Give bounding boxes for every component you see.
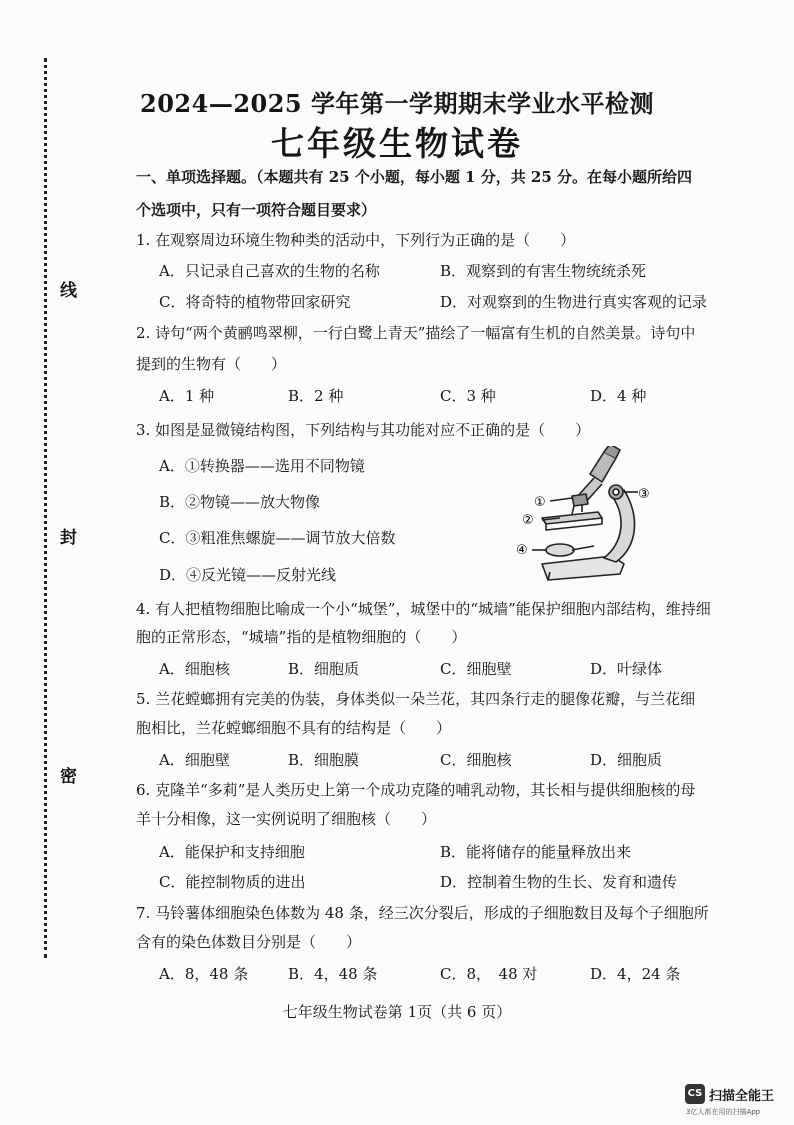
binding-line xyxy=(44,58,47,958)
exam-title: 2024—2025 学年第一学期期末学业水平检测 xyxy=(140,89,654,118)
q2-option-d: D．4 种 xyxy=(590,387,647,405)
question-7-stem-cont: 含有的染色体数目分别是（ ） xyxy=(136,933,362,951)
q2-option-a: A．1 种 xyxy=(159,387,215,405)
q7-option-d: D．4，24 条 xyxy=(590,965,681,983)
q4-option-b: B．细胞质 xyxy=(288,660,360,678)
q1-option-c: C．将奇特的植物带回家研究 xyxy=(159,293,351,311)
q4-option-d: D．叶绿体 xyxy=(590,660,663,678)
question-2-stem-cont: 提到的生物有（ ） xyxy=(136,355,287,373)
scanner-tagline: 3亿人都在用的扫描App xyxy=(686,1108,761,1116)
section-heading-cont: 个选项中，只有一项符合题目要求） xyxy=(136,201,377,219)
scanner-logo-icon: CS xyxy=(685,1084,705,1104)
question-6-stem: 6. 克隆羊“多莉”是人类历史上第一个成功克隆的哺乳动物，其长相与提供细胞核的母 xyxy=(136,781,696,799)
binding-word-feng: 封 xyxy=(60,528,77,548)
microscope-figure xyxy=(512,446,662,586)
binding-word-xian: 线 xyxy=(60,281,77,301)
page-footer: 七年级生物试卷第 1页（共 6 页） xyxy=(282,1003,512,1021)
q5-option-a: A．细胞壁 xyxy=(159,751,230,769)
question-3-stem: 3. 如图是显微镜结构图，下列结构与其功能对应不正确的是（ ） xyxy=(136,421,591,439)
question-5-stem: 5. 兰花螳螂拥有完美的伪装，身体类似一朵兰花，其四条行走的腿像花瓣，与兰花细 xyxy=(136,690,696,708)
question-5-stem-cont: 胞相比，兰花螳螂细胞不具有的结构是（ ） xyxy=(136,719,452,737)
q5-option-b: B．细胞膜 xyxy=(288,751,360,769)
q1-option-b: B．观察到的有害生物统统杀死 xyxy=(440,262,647,280)
q7-option-b: B．4，48 条 xyxy=(288,965,378,983)
question-2-stem: 2. 诗句“两个黄鹂鸣翠柳，一行白鹭上青天”描绘了一幅富有生机的自然美景。诗句中 xyxy=(136,324,696,342)
question-4-stem: 4. 有人把植物细胞比喻成一个小“城堡”，城堡中的“城墙”能保护细胞内部结构，维持细 xyxy=(136,600,711,618)
binding-word-mi: 密 xyxy=(60,767,77,787)
q6-option-b: B．能将储存的能量释放出来 xyxy=(440,843,632,861)
question-7-stem: 7. 马铃薯体细胞染色体数为 48 条，经三次分裂后，形成的子细胞数目及每个子细胞所 xyxy=(136,904,709,922)
exam-subtitle: 七年级生物试卷 xyxy=(271,124,523,163)
question-1-stem: 1. 在观察周边环境生物种类的活动中，下列行为正确的是（ ） xyxy=(136,231,576,249)
q1-option-a: A．只记录自己喜欢的生物的名称 xyxy=(159,262,380,280)
question-4-stem-cont: 胞的正常形态，“城墙”指的是植物细胞的（ ） xyxy=(136,628,467,646)
q1-option-d: D．对观察到的生物进行真实客观的记录 xyxy=(440,293,708,311)
scanner-app-name: 扫描全能王 xyxy=(709,1089,775,1104)
figure-label-3: ③ xyxy=(638,487,650,502)
q6-option-c: C．能控制物质的进出 xyxy=(159,873,306,891)
q2-option-c: C．3 种 xyxy=(440,387,496,405)
q3-option-a: A．①转换器——选用不同物镜 xyxy=(159,457,365,475)
question-6-stem-cont: 羊十分相像，这一实例说明了细胞核（ ） xyxy=(136,810,437,828)
q3-option-c: C．③粗准焦螺旋——调节放大倍数 xyxy=(159,529,396,547)
q3-option-d: D．④反光镜——反射光线 xyxy=(159,566,337,584)
q5-option-c: C．细胞核 xyxy=(440,751,512,769)
q2-option-b: B．2 种 xyxy=(288,387,344,405)
q7-option-c: C．8， 48 对 xyxy=(440,965,538,983)
q6-option-d: D．控制着生物的生长、发育和遗传 xyxy=(440,873,678,891)
q4-option-c: C．细胞壁 xyxy=(440,660,512,678)
q6-option-a: A．能保护和支持细胞 xyxy=(159,843,305,861)
q3-option-b: B．②物镜——放大物像 xyxy=(159,493,321,511)
figure-label-2: ② xyxy=(522,513,534,528)
figure-label-4: ④ xyxy=(516,543,528,558)
section-heading: 一、单项选择题。（本题共有 25 个小题，每小题 1 分，共 25 分。在每小题所给四 xyxy=(136,168,693,186)
q7-option-a: A．8，48 条 xyxy=(159,965,249,983)
q5-option-d: D．细胞质 xyxy=(590,751,663,769)
figure-label-1: ① xyxy=(534,495,546,510)
q4-option-a: A．细胞核 xyxy=(159,660,230,678)
